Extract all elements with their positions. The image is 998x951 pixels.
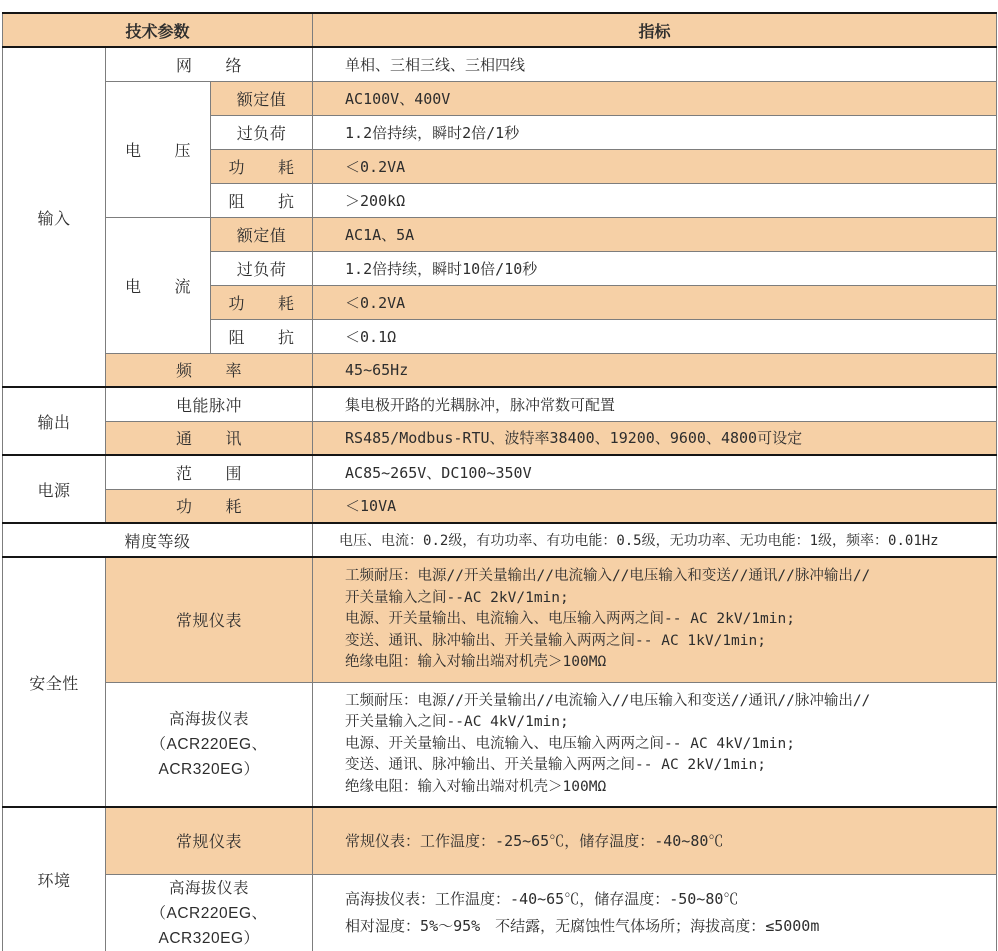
section-label-safety: 安全性 (3, 557, 106, 807)
spec-line: 电源、开关量输出、电流输入、电压输入两两之间-- AC 4kV/1min; (345, 735, 795, 752)
spec-line: 工频耐压：电源//开关量输出//电流输入//电压输入和变送//通讯//脉冲输出// (345, 692, 871, 709)
row-power-range (3, 455, 997, 489)
row-current-rated (3, 217, 997, 251)
row-environment-regular (3, 807, 997, 874)
comm-value: RS485/Modbus-RTU、波特率38400、19200、9600、4800可设定 (313, 421, 997, 455)
spec-line: 相对湿度：5%～95% 不结露，无腐蚀性气体场所；海拔高度：≤5000m (345, 917, 820, 935)
voltage-rated-label: 额定值 (211, 81, 313, 115)
row-environment-high-altitude (3, 874, 997, 951)
environment-high-altitude-label (106, 874, 313, 951)
safety-regular-label: 常规仪表 (106, 557, 313, 682)
row-comm (3, 421, 997, 455)
row-accuracy (3, 523, 997, 557)
row-power-consumption (3, 489, 997, 523)
spec-line: 高海拔仪表：工作温度：-40~65℃，储存温度：-50~80℃ (345, 890, 739, 908)
header-spec: 指标 (313, 13, 997, 47)
current-overload-label: 过负荷 (211, 251, 313, 285)
current-rated-label: 额定值 (211, 217, 313, 251)
row-pulse (3, 387, 997, 421)
row-network (3, 47, 997, 81)
current-impedance-label: 阻 抗 (211, 319, 313, 353)
label-line: 高海拔仪表 (169, 879, 250, 897)
safety-high-altitude-label (106, 682, 313, 807)
comm-label: 通 讯 (106, 421, 313, 455)
section-label-input: 输入 (3, 47, 106, 387)
environment-regular-value: 常规仪表：工作温度：-25~65℃，储存温度：-40~80℃ (313, 807, 997, 874)
environment-high-altitude-value (313, 874, 997, 951)
power-consumption-value: ＜10VA (313, 489, 997, 523)
voltage-overload-value: 1.2倍持续，瞬时2倍/1秒 (313, 115, 997, 149)
current-consumption-value: ＜0.2VA (313, 285, 997, 319)
spec-line: 变送、通讯、脉冲输出、开关量输入两两之间-- AC 1kV/1min; (345, 632, 766, 649)
section-label-environment: 环境 (3, 807, 106, 951)
accuracy-value: 电压、电流：0.2级，有功功率、有功电能：0.5级，无功功率、无功电能：1级，频率：0.01Hz (313, 523, 997, 557)
power-consumption-label: 功 耗 (106, 489, 313, 523)
voltage-impedance-value: ＞200kΩ (313, 183, 997, 217)
label-line: （ACR220EG、ACR320EG） (150, 904, 268, 947)
power-range-value: AC85~265V、DC100~350V (313, 455, 997, 489)
voltage-overload-label: 过负荷 (211, 115, 313, 149)
spec-table (2, 12, 997, 951)
header-row (3, 13, 997, 47)
frequency-value: 45~65Hz (313, 353, 997, 387)
network-value: 单相、三相三线、三相四线 (313, 47, 997, 81)
safety-high-altitude-value (313, 682, 997, 807)
current-consumption-label: 功 耗 (211, 285, 313, 319)
label-line: 高海拔仪表 (169, 710, 250, 728)
environment-regular-label: 常规仪表 (106, 807, 313, 874)
network-label: 网 络 (106, 47, 313, 81)
safety-regular-value (313, 557, 997, 682)
spec-line: 变送、通讯、脉冲输出、开关量输入两两之间-- AC 2kV/1min; (345, 757, 766, 773)
voltage-rated-value: AC100V、400V (313, 81, 997, 115)
current-impedance-value: ＜0.1Ω (313, 319, 997, 353)
row-safety-regular (3, 557, 997, 682)
voltage-label: 电 压 (106, 81, 211, 217)
frequency-label: 频 率 (106, 353, 313, 387)
row-frequency (3, 353, 997, 387)
section-label-output: 输出 (3, 387, 106, 455)
current-overload-value: 1.2倍持续，瞬时10倍/10秒 (313, 251, 997, 285)
power-range-label: 范 围 (106, 455, 313, 489)
spec-line: 工频耐压：电源//开关量输出//电流输入//电压输入和变送//通讯//脉冲输出// (345, 568, 871, 584)
current-label: 电 流 (106, 217, 211, 353)
spec-line: 开关量输入之间--AC 2kV/1min; (345, 589, 569, 606)
spec-line: 绝缘电阻：输入对输出端对机壳＞100MΩ (345, 778, 607, 795)
spec-line: 绝缘电阻：输入对输出端对机壳＞100MΩ (345, 654, 607, 670)
voltage-impedance-label: 阻 抗 (211, 183, 313, 217)
accuracy-label: 精度等级 (3, 523, 313, 557)
pulse-label: 电能脉冲 (106, 387, 313, 421)
voltage-consumption-label: 功 耗 (211, 149, 313, 183)
spec-line: 电源、开关量输出、电流输入、电压输入两两之间-- AC 2kV/1min; (345, 611, 795, 627)
spec-line: 开关量输入之间--AC 4kV/1min; (345, 714, 569, 730)
row-voltage-rated (3, 81, 997, 115)
label-line: （ACR220EG、ACR320EG） (150, 735, 268, 778)
voltage-consumption-value: ＜0.2VA (313, 149, 997, 183)
header-params: 技术参数 (3, 13, 313, 47)
row-safety-high-altitude (3, 682, 997, 807)
section-label-power: 电源 (3, 455, 106, 523)
current-rated-value: AC1A、5A (313, 217, 997, 251)
pulse-value: 集电极开路的光耦脉冲，脉冲常数可配置 (313, 387, 997, 421)
